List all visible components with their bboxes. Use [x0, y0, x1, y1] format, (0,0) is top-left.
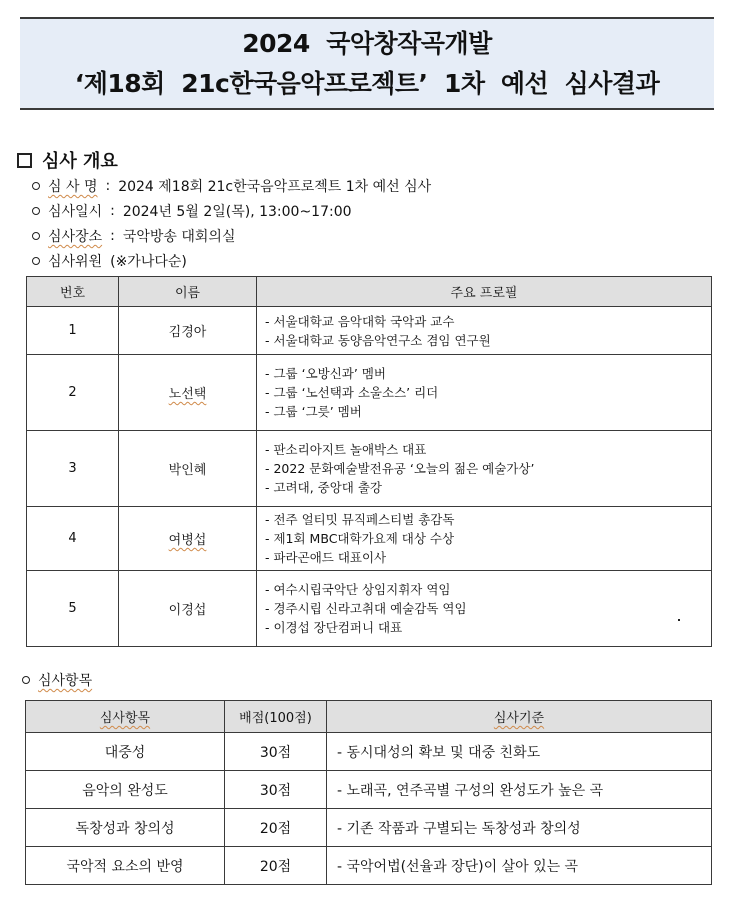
overview-item-judges [32, 251, 187, 271]
circle-bullet-icon [32, 232, 40, 240]
section-heading-text: 심사 개요 [42, 151, 118, 172]
judge-number: 1 [27, 307, 119, 355]
table-row [27, 571, 712, 647]
criteria-score: 30점 [225, 771, 327, 809]
profile-line: - 경주시립 신라고취대 예술감독 역임 [265, 601, 467, 616]
judge-profile [257, 431, 712, 507]
column-header [26, 701, 225, 733]
profile-line: - 고려대, 중앙대 출강 [265, 480, 383, 495]
column-header-text: 심사항목 [99, 711, 151, 726]
colon: : [105, 178, 111, 194]
profile-line: - 여수시립국악단 상임지휘자 역임 [265, 582, 451, 597]
column-header: 이름 [119, 277, 257, 307]
circle-bullet-icon [32, 182, 40, 190]
overview-item-name [32, 176, 431, 196]
item-value: 국악방송 대회의실 [122, 229, 236, 245]
column-header [327, 701, 712, 733]
circle-bullet-icon [32, 207, 40, 215]
item-label: 심사위원 [48, 254, 103, 270]
judge-number: 2 [27, 355, 119, 431]
table-row [26, 847, 712, 885]
stray-dot [678, 619, 680, 621]
column-header: 주요 프로필 [257, 277, 712, 307]
item-value: (※가나다순) [110, 254, 187, 270]
judge-name: 이경섭 [119, 571, 257, 647]
judge-number: 3 [27, 431, 119, 507]
table-row [27, 431, 712, 507]
judges-table [26, 276, 712, 647]
document-title-box [20, 17, 714, 110]
column-header: 배점(100점) [225, 701, 327, 733]
judge-name [119, 355, 257, 431]
profile-line: - 제1회 MBC대학가요제 대상 수상 [265, 531, 455, 546]
criteria-standard: - 국악어법(선율과 장단)이 살아 있는 곡 [327, 847, 712, 885]
judge-name-text: 여병섭 [168, 533, 207, 548]
profile-line: - 그룹 ‘노선택과 소울소스’ 리더 [265, 385, 439, 400]
item-label: 심 사 명 [48, 179, 98, 195]
judge-number: 4 [27, 507, 119, 571]
criteria-standard: - 기존 작품과 구별되는 독창성과 창의성 [327, 809, 712, 847]
colon: : [110, 203, 115, 219]
profile-line: - 그룹 ‘그릇’ 멤버 [265, 404, 362, 419]
criteria-standard: - 노래곡, 연주곡별 구성의 완성도가 높은 곡 [327, 771, 712, 809]
table-row [27, 355, 712, 431]
judge-name [119, 507, 257, 571]
title-line-2: ‘제18회 21c한국음악프로젝트’ 1차 예선 심사결과 [74, 68, 660, 98]
square-bullet-icon [17, 153, 32, 168]
item-value: 2024 제18회 21c한국음악프로젝트 1차 예선 심사 [118, 179, 432, 195]
table-header-row [26, 701, 712, 733]
criteria-item: 국악적 요소의 반영 [26, 847, 225, 885]
item-label: 심사일시 [48, 204, 103, 220]
overview-item-location [32, 226, 235, 246]
column-header: 번호 [27, 277, 119, 307]
criteria-score: 20점 [225, 847, 327, 885]
judge-profile [257, 507, 712, 571]
judge-number: 5 [27, 571, 119, 647]
column-header-text: 심사기준 [493, 711, 545, 726]
judge-name-text: 노선택 [168, 387, 207, 402]
criteria-table [25, 700, 712, 885]
item-label: 심사장소 [48, 229, 103, 245]
profile-line: - 파라곤애드 대표이사 [265, 550, 387, 565]
criteria-score: 20점 [225, 809, 327, 847]
table-header-row [27, 277, 712, 307]
criteria-item: 독창성과 창의성 [26, 809, 225, 847]
table-row [26, 733, 712, 771]
item-value: 2024년 5월 2일(목), 13:00~17:00 [122, 204, 352, 220]
profile-line: - 이경섭 장단컴퍼니 대표 [265, 620, 403, 635]
criteria-heading-text: 심사항목 [38, 673, 93, 689]
table-row [27, 507, 712, 571]
criteria-item: 대중성 [26, 733, 225, 771]
circle-bullet-icon [32, 257, 40, 265]
judge-name: 박인혜 [119, 431, 257, 507]
section-heading-overview [17, 147, 118, 173]
table-row [27, 307, 712, 355]
criteria-score: 30점 [225, 733, 327, 771]
judge-name: 김경아 [119, 307, 257, 355]
profile-line: - 전주 얼티밋 뮤직페스티벌 총감독 [265, 512, 455, 527]
title-line-1: 2024 국악창작곡개발 [242, 28, 492, 58]
judge-profile [257, 307, 712, 355]
profile-line: - 2022 문화예술발전유공 ‘오늘의 젊은 예술가상’ [265, 461, 535, 476]
judge-profile [257, 571, 712, 647]
profile-line: - 서울대학교 동양음악연구소 겸임 연구원 [265, 332, 491, 348]
circle-bullet-icon [22, 676, 30, 684]
profile-line: - 그룹 ‘오방신과’ 멤버 [265, 366, 386, 381]
table-row [26, 771, 712, 809]
criteria-heading [22, 670, 92, 690]
judge-profile [257, 355, 712, 431]
profile-line: - 서울대학교 음악대학 국악과 교수 [265, 313, 455, 329]
profile-line: - 판소리아지트 놀애박스 대표 [265, 442, 427, 457]
criteria-item: 음악의 완성도 [26, 771, 225, 809]
colon: : [110, 228, 115, 244]
overview-item-datetime [32, 201, 352, 221]
criteria-standard: - 동시대성의 확보 및 대중 친화도 [327, 733, 712, 771]
table-row [26, 809, 712, 847]
